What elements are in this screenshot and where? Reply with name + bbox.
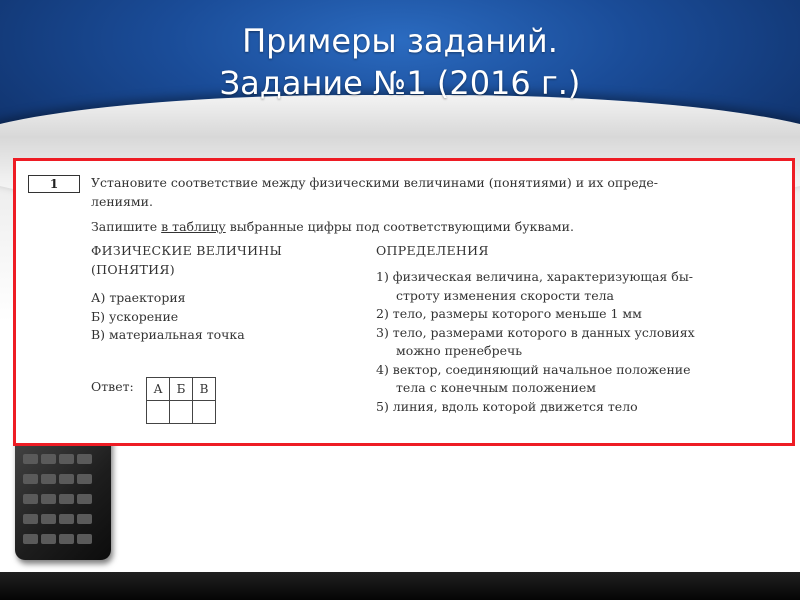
definition-line: 3) тело, размерами которого в данных условиях xyxy=(376,324,695,340)
definitions-list xyxy=(376,268,695,416)
instruction-text-underlined: в таблицу xyxy=(161,219,226,234)
definition-line: 4) вектор, соединяющий начальное положение xyxy=(376,361,691,377)
task-instruction-write xyxy=(91,217,574,236)
quantities-header-line-1: ФИЗИЧЕСКИЕ ВЕЛИЧИНЫ xyxy=(91,243,283,258)
answer-cell[interactable] xyxy=(170,401,193,424)
definition-line: 2) тело, размеры которого меньше 1 мм xyxy=(376,306,642,321)
quantity-item: В) материальная точка xyxy=(91,327,245,342)
answer-cell[interactable] xyxy=(193,401,216,424)
task-instruction-line-1: Установите соответствие между физическими величинами (понятиями) и их опреде- xyxy=(91,175,658,190)
definition-line: 5) линия, вдоль которой движется тело xyxy=(376,398,638,414)
instruction-text-before: Запишите xyxy=(91,219,162,234)
quantities-list xyxy=(91,289,245,345)
footer-bar xyxy=(0,572,800,600)
definition-line: можно пренебречь xyxy=(396,343,523,358)
definition-line: тела с конечным положением xyxy=(396,380,596,395)
slide-title xyxy=(0,20,800,104)
instruction-text-after: выбранные цифры под соответствующими буквами. xyxy=(225,219,574,234)
definition-line: строту изменения скорости тела xyxy=(396,287,614,303)
definitions-header: ОПРЕДЕЛЕНИЯ xyxy=(376,243,489,258)
quantity-item: А) траектория xyxy=(91,290,186,305)
title-line-1: Примеры заданий. xyxy=(242,22,558,60)
answer-column-header: А xyxy=(147,378,170,401)
task-frame xyxy=(13,158,795,446)
definition-line: 1) физическая величина, характеризующая бы- xyxy=(376,269,693,284)
answer-cell[interactable] xyxy=(147,401,170,424)
answer-column-header: В xyxy=(193,378,216,401)
task-number: 1 xyxy=(28,175,80,193)
quantity-item: Б) ускорение xyxy=(91,308,179,324)
task-instruction-line-2: лениями. xyxy=(91,194,153,209)
calculator-keys xyxy=(23,454,105,554)
answer-table xyxy=(146,377,216,424)
answer-label: Ответ: xyxy=(91,379,134,394)
quantities-header-line-2: (ПОНЯТИЯ) xyxy=(91,262,175,277)
answer-column-header: Б xyxy=(170,378,193,401)
title-line-2: Задание №1 (2016 г.) xyxy=(219,64,581,102)
